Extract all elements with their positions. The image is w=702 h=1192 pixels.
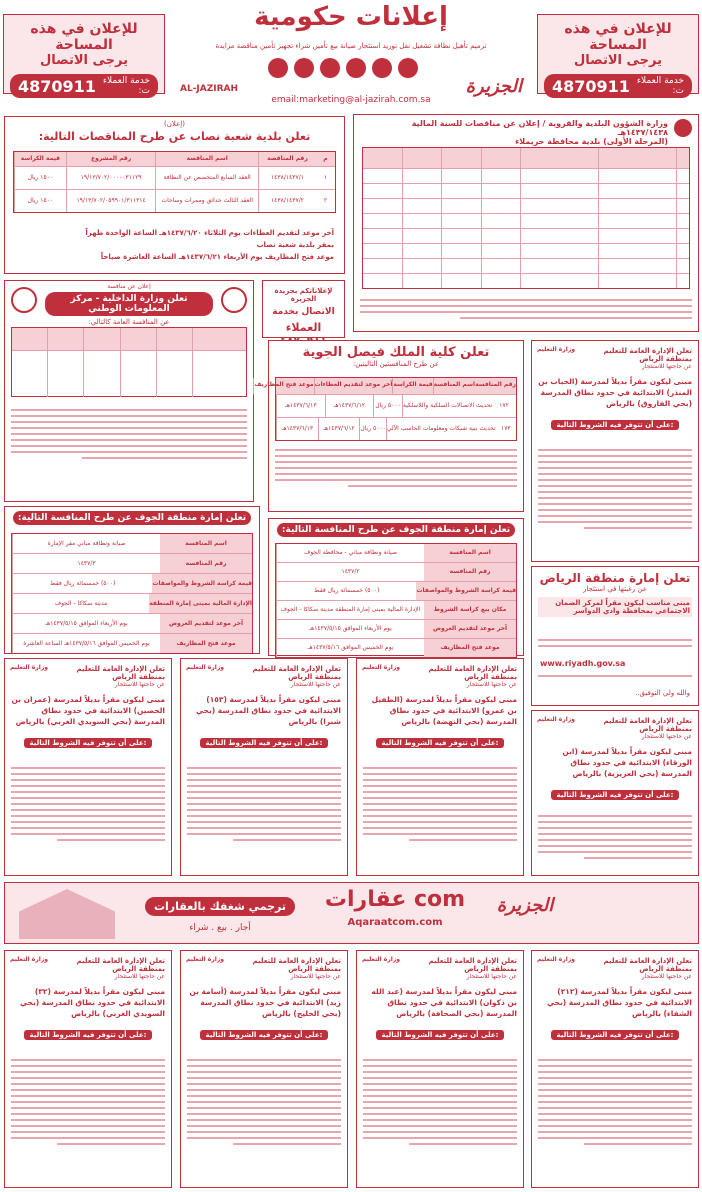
table-row [363, 259, 689, 274]
table-cell: قيمة كراسة الشروط والمواصفات [416, 582, 516, 600]
contact-line3: العملاء [285, 321, 322, 334]
ministry-logo: وزارة التعليم [185, 956, 225, 963]
table-cell: يوم الأربعاء الموافق ١٤٣٧/٥/١٥هـ [12, 614, 160, 633]
conditions-list [11, 763, 165, 845]
ad-subtitle: عن حاجتها للاستئجار [641, 733, 692, 740]
col-header: رقم المشروع [66, 152, 156, 166]
education-ad-4[interactable] [356, 658, 524, 876]
conditions-list [538, 445, 692, 533]
interior-ministry-ad[interactable] [4, 280, 254, 502]
ad-body: مبنى ليكون مقراً بديلاً لمدرسة (٢١٢) الابتدائية في حدود نطاق المدرسة (بحي الشفاء) بالرياض [546, 987, 692, 1018]
table-cell: ١٩/١٣/٧٠٢/٠٥٩٩٠١/٣١١٣١٤ [66, 190, 156, 212]
table-row [276, 563, 516, 582]
rural-affairs-ad[interactable] [353, 114, 699, 332]
ministry-logo: وزارة التعليم [361, 956, 401, 963]
table-cell: اسم المنافسة [424, 544, 516, 562]
aqaraat-bottom: أجار . بيع . شراء [189, 923, 251, 933]
ad-body: مبنى ليكون مقراً بديلاً لمدرسة (عمران بن الحصين) الابتدائية في حدود نطاق المدرسة (بحي السويدي الغربي) بالرياض [11, 695, 165, 726]
table-cell: (٥٠٠) خمسمائة ريال فقط [12, 574, 152, 593]
faisal-table [254, 377, 517, 441]
ministry-logo: وزارة التعليم [185, 664, 225, 671]
ad-label: إعلان عن منافسة [107, 283, 151, 290]
col-header: آخر موعد لتقديم العطاءات [314, 378, 393, 394]
ad-body: مبنى ليكون مقراً بديلاً لمدرسة (الحباب بن المنذر) الابتدائية في حدود نطاق المدرسة (بحي الفاروق) بالرياض [538, 377, 692, 408]
ad-note: آخر موعد لتقديم العطاءات يوم الثلاثاء ١٤٣٧/٦/٢٠هـ الساعة الواحدة ظهراً [85, 229, 334, 237]
col-header: قيمة الكراسة [392, 378, 432, 394]
table-cell: ١٧٢ [499, 402, 509, 409]
table-row [14, 190, 335, 212]
document-icon [294, 58, 314, 78]
ministry-logo: وزارة التعليم [361, 664, 401, 671]
col-header: م [323, 155, 328, 162]
aqaraat-banner[interactable] [4, 882, 699, 944]
table-row [276, 544, 516, 563]
ad-subtitle: عن رغبتها في استئجار [582, 585, 648, 593]
table-cell: ١٤٣٧/٢ [276, 563, 424, 581]
col-header: رقم المنافسة [475, 381, 516, 388]
table-cell: العقد السابع المتخصص عن النظافة [155, 167, 257, 189]
ad-note: بمقر بلدية شعبة نصاب [256, 241, 334, 249]
ministry-emblem-icon [221, 287, 247, 313]
side-ad-line1: للإعلان في هذه المساحة [564, 21, 672, 53]
side-ad-phone-label: خدمة العملاء ت: [636, 76, 684, 96]
table-row [276, 601, 516, 620]
ad-title: تعلن الإدارة العامة للتعليم بمنطقة الرياض [76, 957, 165, 973]
conditions-list [11, 1055, 165, 1149]
ad-body: مبنى ليكون مقراً بديلاً لمدرسة (عبد الله بن ذكوان) الابتدائية في حدود نطاق المدرسة (بحي الصحافة) بالرياض [371, 987, 517, 1018]
table-cell: ٥٠٠٠ ريال [359, 418, 386, 440]
table-cell: صيانة ونظافة مباني - محافظة الجوف [276, 544, 424, 562]
table-cell: ١٤٣٧/٦/١٢هـ [318, 418, 360, 440]
ad-title: وزارة الشؤون البلدية والقروية / إعلان عن مناقصات للسنة المالية ١٤٣٧/١٤٣٨هـ [411, 119, 668, 137]
rural-notes [360, 295, 692, 323]
aqaraat-tagline: ترجمي شغفك بالعقارات [145, 897, 295, 916]
table-cell: قيمة كراسة الشروط والمواصفات [152, 574, 252, 593]
ad-subtitle: عن حاجتها للاستئجار [114, 681, 165, 688]
side-ad-phone-label: خدمة العملاء ت: [102, 76, 150, 96]
ad-subtitle: عن حاجتها للاستئجار [114, 973, 165, 980]
jouf2-table [275, 543, 517, 658]
ad-title: تعلن الإدارة العامة للتعليم بمنطقة الرياض [603, 347, 692, 363]
contact-line2: الاتصال بخدمة [272, 307, 335, 317]
ad-title: تعلن كلية الملك فيصل الجوية [302, 345, 490, 360]
masthead [172, 0, 530, 110]
table-cell: الإدارة المالية بمبنى إمارة المنطقة [149, 594, 252, 613]
education-ad-7[interactable] [180, 950, 348, 1188]
conditions-label: على أن تتوفر فيه الشروط التالية: [24, 1030, 153, 1040]
table-cell: يوم الخميس الموافق ١٤٣٧/٥/١٦هـ [276, 639, 424, 657]
education-ad-3[interactable] [180, 658, 348, 876]
table-cell: آخر موعد لتقديم العروض [424, 620, 516, 638]
jouf-ad-1[interactable] [4, 506, 260, 654]
ad-label: (إعلان) [164, 120, 185, 128]
ad-title: تعلن الإدارة العامة للتعليم بمنطقة الرياض [603, 717, 692, 733]
ad-body: مبنى مناسب ليكون مقراً لمركز الضمان الاجتماعي بمحافظة وادي الدواسر [538, 597, 692, 617]
table-row [363, 274, 689, 288]
ad-title: تعلن إمارة منطقة الجوف عن طرح المنافسة التالية: [277, 523, 515, 537]
ad-title: تعلن وزارة الداخلية - مركز المعلومات الوطني [45, 292, 213, 316]
table-cell: يوم الخميس الموافق ١٤٣٧/٥/١٦هـ الساعة العاشرة [12, 634, 160, 653]
table-cell: رقم المنافسة [160, 554, 252, 573]
ad-title: تعلن الإدارة العامة للتعليم بمنطقة الرياض [252, 665, 341, 681]
table-cell: ١٩/١٣/٧٠٢/٠٠٠٠٠٣١١٢٩ [66, 167, 156, 189]
table-row [12, 534, 252, 554]
table-cell: موعد فتح المظاريف [424, 639, 516, 657]
education-ad-2[interactable] [4, 658, 172, 876]
tree-icon [398, 58, 418, 78]
table-cell: ١٤٣٧/٦/١٣هـ [276, 418, 318, 440]
email-link[interactable]: email:marketing@al-jazirah.com.sa [271, 95, 431, 105]
car-icon [320, 58, 340, 78]
ad-title: تعلن بلدية شعبة نصاب عن طرح المناقصات التالية: [38, 130, 311, 143]
ad-subtitle: عن حاجتها للاستئجار [466, 973, 517, 980]
conditions-label: على أن تتوفر فيه الشروط التالية: [24, 738, 153, 748]
table-cell: صيانة ونظافة مباني مقر الإمارة [12, 534, 160, 553]
table-cell: آخر موعد لتقديم العروض [160, 614, 252, 633]
ministry-logo: وزارة التعليم [9, 664, 49, 671]
ministry-logo: وزارة التعليم [536, 956, 576, 963]
conditions-list [363, 1055, 517, 1149]
table-cell: ١٤٣٧/٣ [12, 554, 160, 573]
col-header: قيمة الكراسة [14, 152, 66, 166]
side-ad-line2: يرجى الاتصال [39, 53, 128, 68]
side-ad-phone-pill [544, 74, 692, 98]
ad-subtitle: عن طرح المنافستين التاليتين: [352, 360, 440, 368]
ad-title: تعلن الإدارة العامة للتعليم بمنطقة الرياض [603, 957, 692, 973]
emirate-notes-2 [538, 671, 692, 681]
jouf-ad-2[interactable] [268, 518, 524, 656]
table-cell: ٢ [323, 197, 328, 204]
table-row [363, 214, 689, 229]
ministry-logo: وزارة التعليم [536, 716, 576, 723]
ad-subtitle: عن حاجتها للاستئجار [290, 973, 341, 980]
table-cell: مكان بيع كراسة الشروط [424, 601, 516, 619]
table-row [12, 634, 252, 653]
table-cell: ١٤٣٨/١٤٣٧/١ [258, 167, 316, 189]
aqaraat-site[interactable]: Aqaraatcom.com [347, 917, 443, 928]
ad-subtitle: عن المنافسة العامة كالتالي: [88, 318, 170, 326]
education-ad-5[interactable] [531, 710, 699, 876]
ad-body: مبنى ليكون مقراً بديلاً لمدرسة (٣٢) الابتدائية في حدود نطاق المدرسة (بحي السويدي الغربي) بالرياض [19, 987, 165, 1018]
conditions-list [187, 1055, 341, 1149]
table-row [363, 244, 689, 259]
ad-body: مبنى ليكون مقراً بديلاً لمدرسة (ابن الورقاء) الابتدائية في حدود نطاق المدرسة (بحي العزيزية) بالرياض [562, 747, 692, 778]
tender-table [13, 151, 336, 213]
building-icon [268, 58, 288, 78]
newspaper-logo: الجزيرة [496, 895, 554, 916]
ad-body: مبنى ليكون مقراً بديلاً لمدرسة (الطفيل بن عمرو) الابتدائية في حدود نطاق المدرسة (بحي النهضة) بالرياض [371, 695, 517, 726]
table-header-row [12, 328, 246, 351]
conditions-label: على أن تتوفر فيه الشروط التالية: [551, 1030, 680, 1040]
side-ad-line1: للإعلان في هذه المساحة [30, 21, 138, 53]
table-row [12, 614, 252, 634]
table-cell: ١ [323, 174, 328, 181]
table-row [14, 167, 335, 190]
tools-icon [346, 58, 366, 78]
left-side-ad[interactable] [3, 14, 165, 94]
home-icon [372, 58, 392, 78]
table-cell: العقد الثالث حدائق وممرات وساحات [155, 190, 257, 212]
ad-subtitle: عن حاجتها للاستئجار [466, 681, 517, 688]
masthead-subtitle: ترميم تأهيل نظافة تشغيل نقل توريد استئجار صيانة بيع تأمين شراء تجهيز تأمين مناقصة مزايدة [215, 42, 487, 50]
jouf1-table [11, 533, 253, 654]
newspaper-logo: الجزيرة [465, 76, 522, 97]
conditions-list [538, 1055, 692, 1149]
conditions-label: على أن تتوفر فيه الشروط التالية: [376, 1030, 505, 1040]
conditions-label: على أن تتوفر فيه الشروط التالية: [376, 738, 505, 748]
conditions-label: على أن تتوفر فيه الشروط التالية: [200, 1030, 329, 1040]
table-row [276, 418, 516, 440]
emirate-notes [538, 635, 692, 651]
col-header: اسم المناقصة [155, 152, 257, 166]
faisal-notes [275, 445, 517, 491]
table-row [276, 582, 516, 601]
side-ad-line2: يرجى الاتصال [573, 53, 662, 68]
table-cell: يوم الأربعاء الموافق ١٤٣٧/٥/١٥هـ [276, 620, 424, 638]
ad-body: مبنى ليكون مقراً بديلاً لمدرسة (١٥٣) الابتدائية في حدود نطاق المدرسة (بحي شبرا) بالرياض [195, 695, 341, 726]
ad-title: تعلن الإدارة العامة للتعليم بمنطقة الرياض [428, 665, 517, 681]
conditions-list [187, 763, 341, 845]
education-ad-1[interactable] [531, 340, 699, 562]
ad-subtitle: عن حاجتها للاستئجار [641, 363, 692, 370]
conditions-list [363, 763, 517, 845]
table-row [363, 199, 689, 214]
table-row [12, 351, 246, 397]
table-row [276, 395, 516, 418]
side-ad-phone: 4870911 [18, 76, 96, 96]
rural-tender-table [362, 147, 690, 289]
col-header: اسم المنافسة [433, 378, 475, 394]
table-cell: موعد فتح المظاريف [160, 634, 252, 653]
table-row [276, 620, 516, 639]
riyadh-emirate-ad[interactable] [531, 566, 699, 706]
education-ad-6[interactable] [4, 950, 172, 1188]
contact-box[interactable] [262, 280, 345, 338]
ministry-logo: وزارة التعليم [536, 346, 576, 353]
ministry-logo: وزارة التعليم [9, 956, 49, 963]
table-cell: الإدارة المالية بمبنى إمارة المنطقة مدينة سكاكا - الجوف [276, 601, 424, 619]
ministry-emblem-icon [11, 287, 37, 313]
conditions-label: على أن تتوفر فيه الشروط التالية: [200, 738, 329, 748]
education-ad-8[interactable] [356, 950, 524, 1188]
conditions-label: على أن تتوفر فيه الشروط التالية: [551, 420, 680, 430]
table-cell: اسم المنافسة [160, 534, 252, 553]
ad-note: موعد فتح المظاريف يوم الأربعاء ١٤٣٧/٦/٢١هـ الساعة العاشرة صباحاً [100, 253, 334, 261]
aqaraat-brand: عقارات com [324, 887, 466, 912]
side-ad-phone-pill [10, 74, 158, 98]
ad-title: تعلن الإدارة العامة للتعليم بمنطقة الرياض [428, 957, 517, 973]
table-cell: مدينة سكاكا - الجوف [12, 594, 149, 613]
table-cell: رقم المنافسة [424, 563, 516, 581]
side-ad-phone: 4870911 [552, 76, 630, 96]
table-cell: ١٤٣٧/٦/١٣هـ [276, 395, 325, 417]
ad-subtitle: عن حاجتها للاستئجار [641, 973, 692, 980]
table-row [363, 184, 689, 199]
table-cell: ٥٠٠٠ ريال [373, 395, 402, 417]
ad-body: مبنى ليكون مقراً بديلاً لمدرسة (أسامة بن زيد) الابتدائية في حدود نطاق المدرسة (بحي الخليج) بالرياض [189, 987, 341, 1018]
table-row [12, 554, 252, 574]
emirate-website[interactable]: www.riyadh.gov.sa [540, 659, 626, 668]
table-row [363, 169, 689, 184]
table-cell: تحديث بنية شبكات ومعلومات الحاسب الآلي [386, 418, 496, 440]
table-row [363, 229, 689, 244]
table-cell: ١٧٣ [500, 425, 511, 432]
education-ad-9[interactable] [531, 950, 699, 1188]
table-header-row [254, 378, 516, 395]
shuaib-tender-ad[interactable] [4, 116, 345, 274]
ad-title: تعلن إمارة منطقة الرياض [539, 571, 691, 585]
table-row [12, 574, 252, 594]
table-cell: ١٤٣٨/١٤٣٧/٢ [258, 190, 316, 212]
interior-notes [11, 405, 247, 463]
col-header: موعد فتح المظاريف [253, 378, 313, 394]
table-cell: (٥٠٠) خمسمائة ريال فقط [276, 582, 416, 600]
interior-table [11, 327, 247, 397]
king-faisal-ad[interactable] [254, 340, 524, 512]
contact-line1: لإعلاناتكم بجريدة الجزيرة [274, 287, 333, 303]
ad-subtitle: (المرحلة الأولى) بلدية محافظة حريملاء [515, 137, 668, 146]
house-image [19, 889, 115, 939]
table-row [12, 594, 252, 614]
table-cell: ١٥٠٠ ريال [14, 190, 66, 212]
ad-subtitle: عن حاجتها للاستئجار [290, 681, 341, 688]
table-row [276, 639, 516, 657]
conditions-list [538, 811, 692, 863]
brand-latin: AL-JAZIRAH [180, 84, 239, 94]
table-header-row [14, 152, 335, 167]
table-cell: ١٤٣٧/٦/١٢هـ [325, 395, 374, 417]
header-icons [268, 58, 418, 78]
ministry-logo-icon [674, 119, 692, 137]
conditions-label: على أن تتوفر فيه الشروط التالية: [551, 790, 680, 800]
col-header: رقم المناقصة [258, 152, 316, 166]
ad-closing: والله ولي التوفيق.. [635, 689, 690, 697]
table-cell: تحديث الاتصالات السلكية واللاسلكية [402, 395, 492, 417]
ad-title: تعلن إمارة منطقة الجوف عن طرح المنافسة التالية: [13, 511, 251, 525]
right-side-ad[interactable] [537, 14, 699, 94]
ad-title: تعلن الإدارة العامة للتعليم بمنطقة الرياض [252, 957, 341, 973]
masthead-title: إعلانات حكومية [254, 2, 448, 32]
ad-title: تعلن الإدارة العامة للتعليم بمنطقة الرياض [76, 665, 165, 681]
table-cell: ١٥٠٠ ريال [14, 167, 66, 189]
table-header-row [363, 148, 689, 169]
